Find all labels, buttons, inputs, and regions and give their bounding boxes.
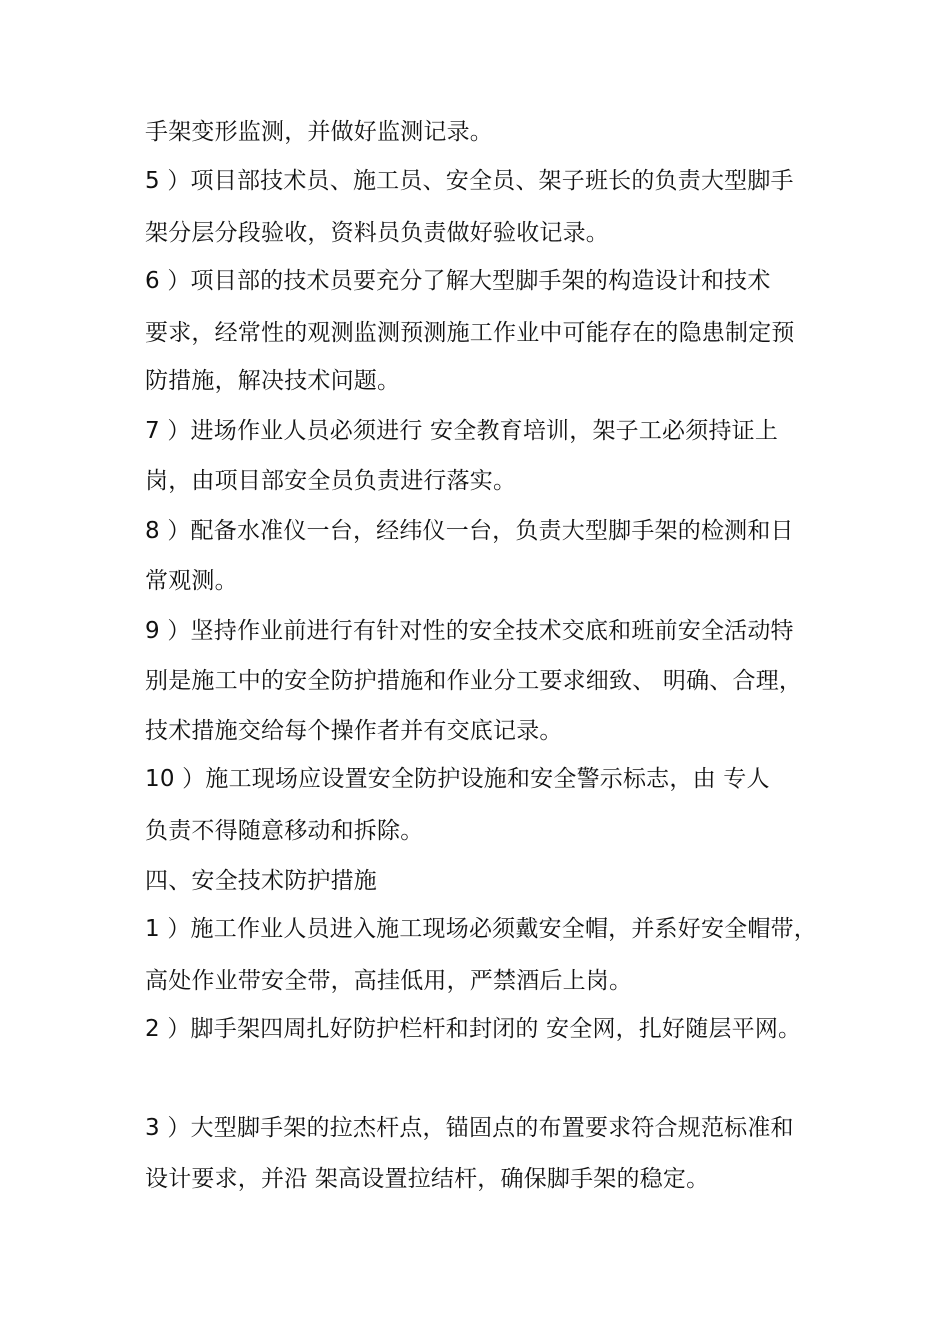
text-line: 手架变形监测，并做好监测记录。 — [145, 119, 493, 145]
text-line: 2 ）脚手架四周扎好防护栏杆和封闭的 安全网，扎好随层平网。 — [145, 1016, 802, 1042]
text-line: 8 ）配备水准仪一台，经纬仪一台，负责大型脚手架的检测和日 — [145, 518, 794, 544]
section-heading: 四、安全技术防护措施 — [145, 868, 377, 894]
text-line: 常观测。 — [145, 568, 238, 594]
text-line: 岗，由项目部安全员负责进行落实。 — [145, 468, 517, 494]
text-line: 1 ）施工作业人员进入施工现场必须戴安全帽，并系好安全帽带， — [145, 916, 817, 942]
text-line: 架分层分段验收，资料员负责做好验收记录。 — [145, 220, 609, 246]
text-line: 防措施，解决技术问题。 — [145, 368, 401, 394]
text-line: 6 ）项目部的技术员要充分了解大型脚手架的构造设计和技术 — [145, 268, 771, 294]
text-line: 技术措施交给每个操作者并有交底记录。 — [145, 718, 563, 744]
text-line: 3 ）大型脚手架的拉杰杆点，锚固点的布置要求符合规范标准和 — [145, 1115, 794, 1141]
text-line: 设计要求，并沿 架高设置拉结杆，确保脚手架的稳定。 — [145, 1166, 710, 1192]
text-line: 别是施工中的安全防护措施和作业分工要求细致、 明确、合理， — [145, 668, 803, 694]
text-line: 7 ）进场作业人员必须进行 安全教育培训，架子工必须持证上 — [145, 418, 779, 444]
text-line: 9 ）坚持作业前进行有针对性的安全技术交底和班前安全活动特 — [145, 618, 794, 644]
text-line: 5 ）项目部技术员、施工员、安全员、架子班长的负责大型脚手 — [145, 168, 794, 194]
text-line: 高处作业带安全带，高挂低用，严禁酒后上岗。 — [145, 968, 633, 994]
text-line: 负责不得随意移动和拆除。 — [145, 818, 424, 844]
text-line: 要求，经常性的观测监测预测施工作业中可能存在的隐患制定预 — [145, 320, 795, 346]
text-line: 10 ）施工现场应设置安全防护设施和安全警示标志，由 专人 — [145, 766, 770, 792]
